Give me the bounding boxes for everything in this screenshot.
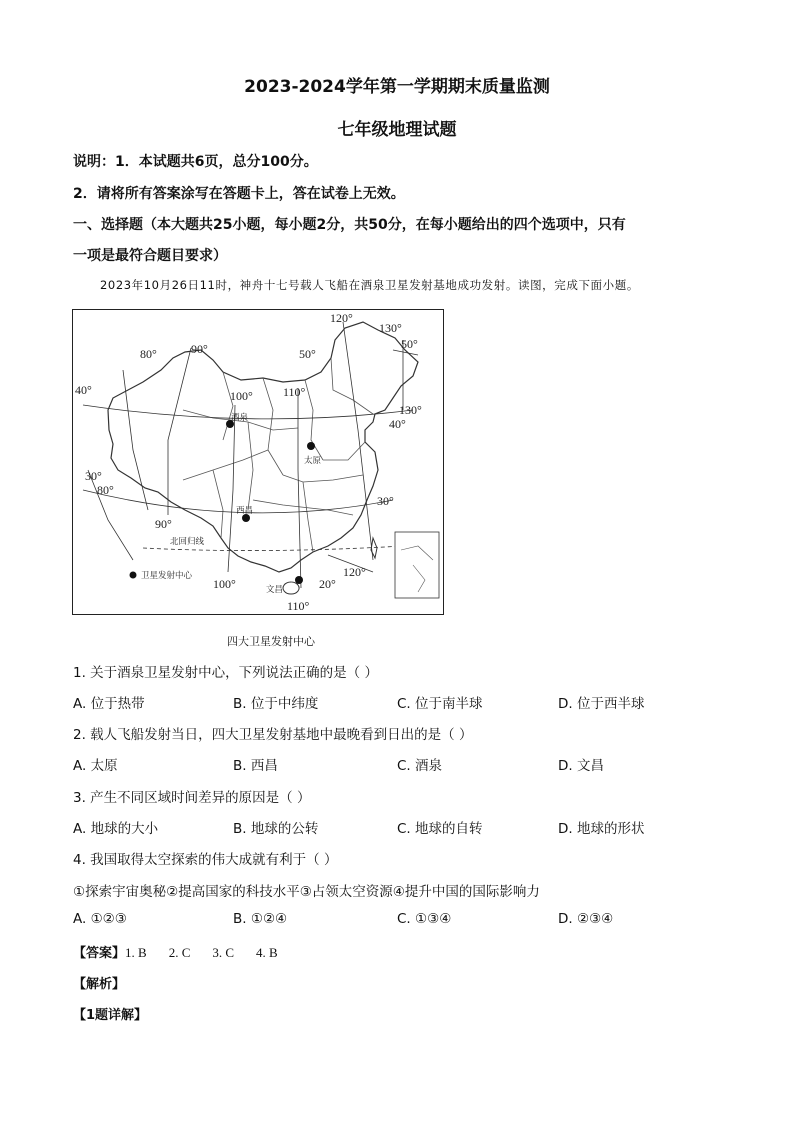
q1-option-a[interactable]: A. 位于热带 <box>73 696 145 712</box>
svg-text:50°: 50° <box>401 337 418 351</box>
svg-text:30°: 30° <box>85 469 102 483</box>
answer-2: 2. C <box>168 945 191 960</box>
q3-option-c[interactable]: C. 地球的自转 <box>397 821 483 837</box>
q2-option-d[interactable]: D. 文昌 <box>558 758 604 774</box>
legend-label: 卫星发射中心 <box>141 571 193 581</box>
q3-option-d[interactable]: D. 地球的形状 <box>558 821 645 837</box>
city-label-jiuquan: 酒泉 <box>231 413 249 423</box>
svg-text:90°: 90° <box>155 517 172 531</box>
svg-text:20°: 20° <box>319 577 336 591</box>
wenchang-dot <box>295 576 303 584</box>
taiyuan-dot <box>307 442 315 450</box>
svg-text:130°: 130° <box>399 403 422 417</box>
svg-text:100°: 100° <box>213 577 236 591</box>
question-3-stem: 3. 产生不同区域时间差异的原因是（ ） <box>73 790 311 806</box>
svg-text:120°: 120° <box>330 311 353 325</box>
answer-label: 【答案】 <box>73 946 126 961</box>
q1-option-c[interactable]: C. 位于南半球 <box>397 696 483 712</box>
china-map <box>72 309 444 615</box>
tropic-label: 北回归线 <box>170 537 205 547</box>
svg-text:120°: 120° <box>343 565 366 579</box>
svg-text:100°: 100° <box>230 389 253 403</box>
nanhai-inset <box>395 532 439 598</box>
q2-option-a[interactable]: A. 太原 <box>73 758 118 774</box>
note-line-1: 说明：1．本试题共6页，总分100分。 <box>73 154 318 170</box>
map-caption: 四大卫星发射中心 <box>227 635 315 648</box>
page-subtitle: 七年级地理试题 <box>337 120 457 140</box>
note-line-2: 2．请将所有答案涂写在答题卡上，答在试卷上无效。 <box>73 186 405 202</box>
q1-option-d[interactable]: D. 位于西半球 <box>558 696 645 712</box>
section-heading-2: 一项是最符合题目要求） <box>73 248 227 264</box>
answer-row <box>73 942 278 961</box>
question-1-stem: 1. 关于酒泉卫星发射中心，下列说法正确的是（ ） <box>73 665 378 681</box>
answer-1: 1. B <box>125 945 147 960</box>
province-borders <box>183 358 373 552</box>
q4-option-d[interactable]: D. ②③④ <box>558 911 614 927</box>
q4-option-b[interactable]: B. ①②④ <box>233 911 288 927</box>
question-2-stem: 2. 载人飞船发射当日，四大卫星发射基地中最晚看到日出的是（ ） <box>73 727 473 743</box>
legend-dot <box>130 572 137 579</box>
hainan-island <box>283 582 299 594</box>
section-heading-1: 一、选择题（本大题共25小题，每小题2分，共50分，在每小题给出的四个选项中，只有 <box>73 217 626 233</box>
question-4-stem: 4. 我国取得太空探索的伟大成就有利于（ ） <box>73 852 338 868</box>
q2-option-c[interactable]: C. 酒泉 <box>397 758 443 774</box>
page-title: 2023-2024学年第一学期期末质量监测 <box>244 77 550 97</box>
q3-option-b[interactable]: B. 地球的公转 <box>233 821 319 837</box>
svg-text:110°: 110° <box>283 385 306 399</box>
svg-text:30°: 30° <box>377 494 394 508</box>
q4-option-c[interactable]: C. ①③④ <box>397 911 452 927</box>
svg-text:80°: 80° <box>140 347 157 361</box>
svg-text:130°: 130° <box>379 321 402 335</box>
city-label-xichang: 西昌 <box>236 506 254 516</box>
svg-text:80°: 80° <box>97 483 114 497</box>
detail-label: 【1题详解】 <box>73 1008 148 1023</box>
analysis-label: 【解析】 <box>73 977 126 992</box>
intro-text: 2023年10月26日11时，神舟十七号载人飞船在酒泉卫星发射基地成功发射。读图，完成下面小题。 <box>100 278 639 292</box>
svg-text:50°: 50° <box>299 347 316 361</box>
graticule-labels <box>75 311 422 613</box>
svg-text:90°: 90° <box>191 342 208 356</box>
q1-option-b[interactable]: B. 位于中纬度 <box>233 696 319 712</box>
svg-text:40°: 40° <box>75 383 92 397</box>
q3-option-a[interactable]: A. 地球的大小 <box>73 821 159 837</box>
q4-option-a[interactable]: A. ①②③ <box>73 911 127 927</box>
svg-text:40°: 40° <box>389 417 406 431</box>
svg-text:110°: 110° <box>287 599 310 613</box>
question-4-statements: ①探索宇宙奥秘②提高国家的科技水平③占领太空资源④提升中国的国际影响力 <box>73 884 540 900</box>
q2-option-b[interactable]: B. 西昌 <box>233 758 278 774</box>
city-label-taiyuan: 太原 <box>304 456 322 466</box>
answer-3: 3. C <box>212 945 235 960</box>
answer-4: 4. B <box>256 945 278 960</box>
city-label-wenchang: 文昌 <box>266 585 284 595</box>
